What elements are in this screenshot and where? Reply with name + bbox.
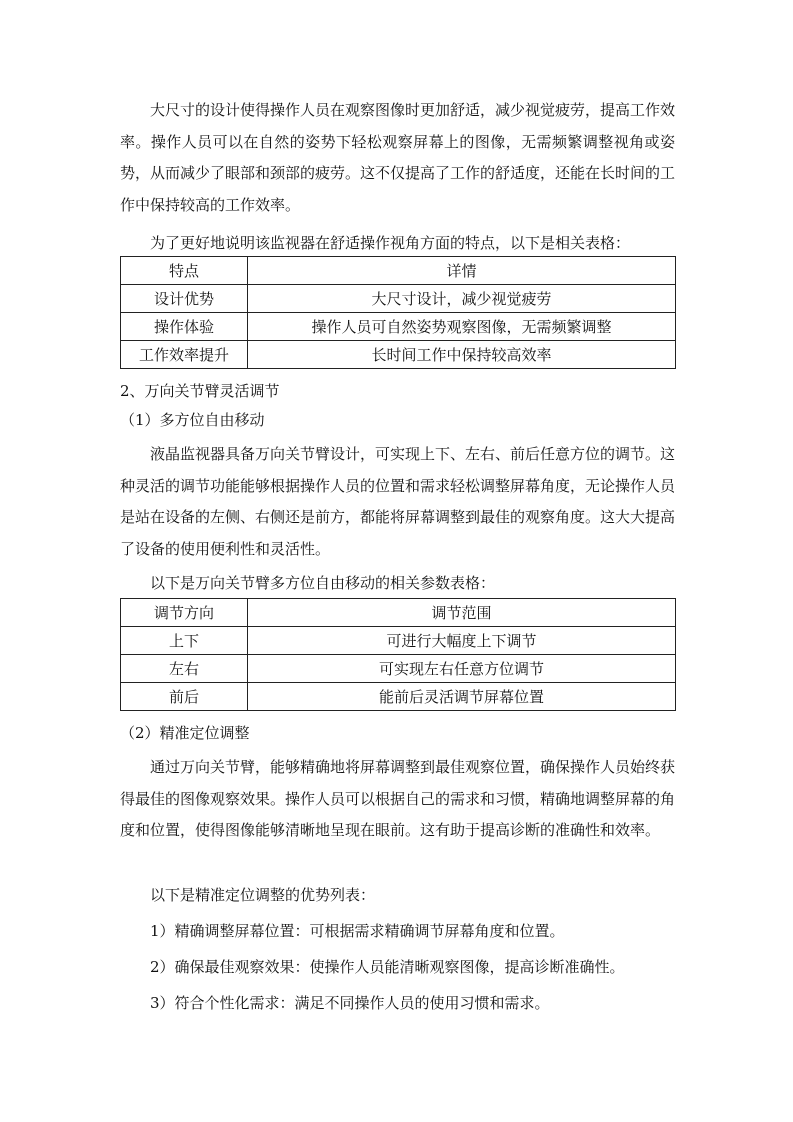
table-header-cell: 特点 (121, 257, 248, 285)
feature-table (120, 256, 676, 369)
subsection1-paragraph: 液晶监视器具备万向关节臂设计，可实现上下、左右、前后任意方位的调节。这种灵活的调节功能能够根据操作人员的位置和需求轻松调整屏幕角度，无论操作人员是站在设备的左侧、右侧还是前方，都能将屏幕调整到最佳的观察角度。这大大提高了设备的使用便利性和灵活性。 (120, 445, 676, 558)
table1-intro: 为了更好地说明该监视器在舒适操作视角方面的特点，以下是相关表格： (150, 234, 631, 252)
table-cell: 设计优势 (121, 285, 248, 313)
intro-paragraph: 大尺寸的设计使得操作人员在观察图像时更加舒适，减少视觉疲劳，提高工作效率。操作人员可以在自然的姿势下轻松观察屏幕上的图像，无需频繁调整视角或姿势，从而减少了眼部和颈部的疲劳。这不仅提高了工作的舒适度，还能在长时间的工作中保持较高的工作效率。 (120, 101, 676, 214)
list-item: 2）确保最佳观察效果：使操作人员能清晰观察图像，提高诊断准确性。 (150, 958, 625, 976)
table-cell: 可实现左右任意方位调节 (248, 655, 676, 683)
subsection2-heading: （2）精准定位调整 (120, 724, 250, 742)
table-header-row (121, 599, 676, 627)
table-cell: 前后 (121, 683, 248, 711)
adjustment-table (120, 598, 676, 711)
list-item: 3）符合个性化需求：满足不同操作人员的使用习惯和需求。 (150, 994, 550, 1012)
table-cell: 大尺寸设计，减少视觉疲劳 (248, 285, 676, 313)
table-cell: 左右 (121, 655, 248, 683)
table-row (121, 313, 676, 341)
table-cell: 工作效率提升 (121, 341, 248, 369)
table-cell: 能前后灵活调节屏幕位置 (248, 683, 676, 711)
table2-intro: 以下是万向关节臂多方位自由移动的相关参数表格： (150, 574, 496, 592)
subsection2-paragraph: 通过万向关节臂，能够精确地将屏幕调整到最佳观察位置，确保操作人员始终获得最佳的图像观察效果。操作人员可以根据自己的需求和习惯，精确地调整屏幕的角度和位置，使得图像能够清晰地呈现在眼前。这有助于提高诊断的准确性和效率。 (120, 758, 676, 839)
table-cell: 操作人员可自然姿势观察图像，无需频繁调整 (248, 313, 676, 341)
table-row (121, 655, 676, 683)
table-row (121, 285, 676, 313)
list-intro: 以下是精准定位调整的优势列表： (150, 886, 376, 904)
table-cell: 长时间工作中保持较高效率 (248, 341, 676, 369)
table-header-cell: 调节范围 (248, 599, 676, 627)
table-header-row (121, 257, 676, 285)
table-row (121, 341, 676, 369)
table-header-cell: 详情 (248, 257, 676, 285)
table-cell: 上下 (121, 627, 248, 655)
table-cell: 操作体验 (121, 313, 248, 341)
table-cell: 可进行大幅度上下调节 (248, 627, 676, 655)
list-item: 1）精确调整屏幕位置：可根据需求精确调节屏幕角度和位置。 (150, 922, 565, 940)
table-row (121, 683, 676, 711)
table-header-cell: 调节方向 (121, 599, 248, 627)
table-row (121, 627, 676, 655)
subsection1-heading: （1）多方位自由移动 (120, 411, 265, 429)
section2-heading: 2、万向关节臂灵活调节 (120, 382, 280, 400)
